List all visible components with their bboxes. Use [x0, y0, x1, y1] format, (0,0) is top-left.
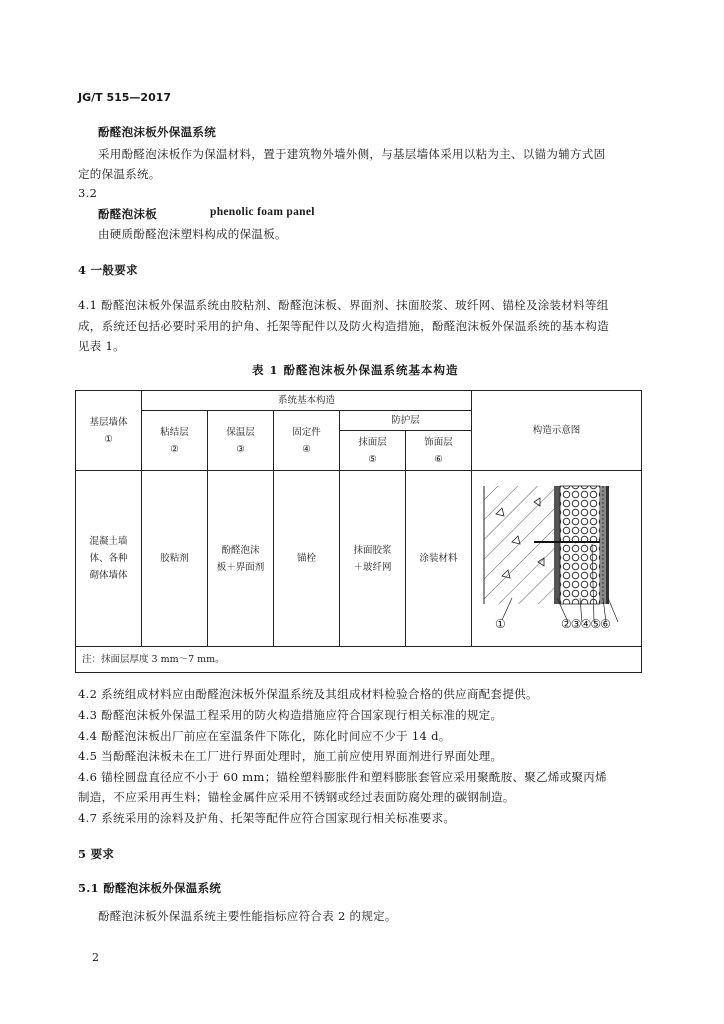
header-plaster-layer: 抹面层 ⑤	[340, 431, 406, 471]
term-2-english: phenolic foam panel	[210, 206, 315, 218]
header-diagram: 构造示意图	[472, 391, 642, 471]
clause-4-6-line-2: 制造，不应采用再生料；锚栓金属件应采用不锈钢或经过表面防腐处理的碳钢制造。	[78, 790, 515, 804]
clause-4-1-line-3: 见表 1。	[78, 339, 125, 353]
section-5-heading: 5 要求	[78, 847, 115, 861]
cell-insulation: 酚醛泡沫 板＋界面剂	[208, 471, 274, 647]
adhesive-layer	[554, 486, 560, 604]
header-finish-layer: 饰面层 ⑥	[406, 431, 472, 471]
header-protection-group: 防护层	[340, 411, 472, 431]
clause-5-1-text: 酚醛泡沫板外保温系统主要性能指标应符合表 2 的规定。	[98, 909, 397, 923]
clause-4-2: 4.2 系统组成材料应由酚醛泡沫板外保温系统及其组成材料检验合格的供应商配套提供。	[78, 687, 538, 701]
clause-4-1-line-2: 成，系统还包括必要时采用的护角、托架等配件以及防火构造措施，酚醛泡沫板外保温系统的基本构造	[78, 319, 609, 333]
clause-4-3: 4.3 酚醛泡沫板外保温工程采用的防火构造措施应符合国家现行相关标准的规定。	[78, 708, 503, 722]
term-1-name: 酚醛泡沫板外保温系统	[98, 125, 216, 139]
table-note: 注：抹面层厚度 3 mm～7 mm。	[76, 647, 642, 673]
cell-base-wall: 混凝土墙 体、各种 砌体墙体	[76, 471, 142, 647]
header-base-wall: 基层墙体 ①	[76, 391, 142, 471]
clause-5-1-heading: 5.1 酚醛泡沫板外保温系统	[78, 881, 222, 895]
header-fixing: 固定件 ④	[274, 411, 340, 471]
cell-bond: 胶粘剂	[142, 471, 208, 647]
header-insulation-layer: 保温层 ③	[208, 411, 274, 471]
standard-number: JG/T 515—2017	[78, 91, 172, 104]
term-2-definition: 由硬质酚醛泡沫塑料构成的保温板。	[98, 227, 287, 241]
header-bond-layer: 粘结层 ②	[142, 411, 208, 471]
clause-4-4: 4.4 酚醛泡沫板出厂前应在室温条件下陈化，陈化时间应不少于 14 d。	[78, 729, 451, 743]
term-2-name: 酚醛泡沫板	[98, 207, 157, 221]
table-1-caption: 表 1 酚醛泡沫板外保温系统基本构造	[252, 363, 459, 377]
cell-finish: 涂装材料	[406, 471, 472, 647]
page-number: 2	[92, 951, 99, 964]
clause-4-7: 4.7 系统采用的涂料及护角、托架等配件应符合国家现行相关标准要求。	[78, 811, 456, 825]
clause-4-1-line-1: 4.1 酚醛泡沫板外保温系统由胶粘剂、酚醛泡沫板、界面剂、抹面胶浆、玻纤网、锚栓及涂装材料等组	[78, 298, 609, 312]
base-wall-hatch	[484, 486, 554, 604]
clause-4-6-line-1: 4.6 锚栓圆盘直径应不小于 60 mm；锚栓塑料膨胀件和塑料膨胀套管应采用聚酰胺、聚乙烯或聚丙烯	[78, 770, 607, 784]
clause-3-2-number: 3.2	[78, 186, 98, 200]
header-system-group: 系统基本构造	[142, 391, 472, 411]
cell-fixing: 锚栓	[274, 471, 340, 647]
cell-diagram	[472, 471, 642, 647]
foam-insulation	[560, 486, 600, 604]
diagram-label-1: ①	[495, 617, 506, 631]
finish-layer	[606, 486, 609, 604]
cell-plaster: 抹面胶浆 ＋玻纤网	[340, 471, 406, 647]
section-4-heading: 4 一般要求	[78, 263, 138, 277]
clause-4-5: 4.5 当酚醛泡沫板未在工厂进行界面处理时，施工前应使用界面剂进行界面处理。	[78, 749, 503, 763]
term-1-definition-line-2: 定的保温系统。	[78, 167, 161, 181]
term-1-definition-line-1: 采用酚醛泡沫板作为保温材料，置于建筑物外墙外侧，与基层墙体采用以粘为主、以锚为辅方式固	[98, 147, 606, 161]
diagram-labels-2-6: ②③④⑤⑥	[561, 617, 610, 631]
table-1	[75, 390, 642, 673]
